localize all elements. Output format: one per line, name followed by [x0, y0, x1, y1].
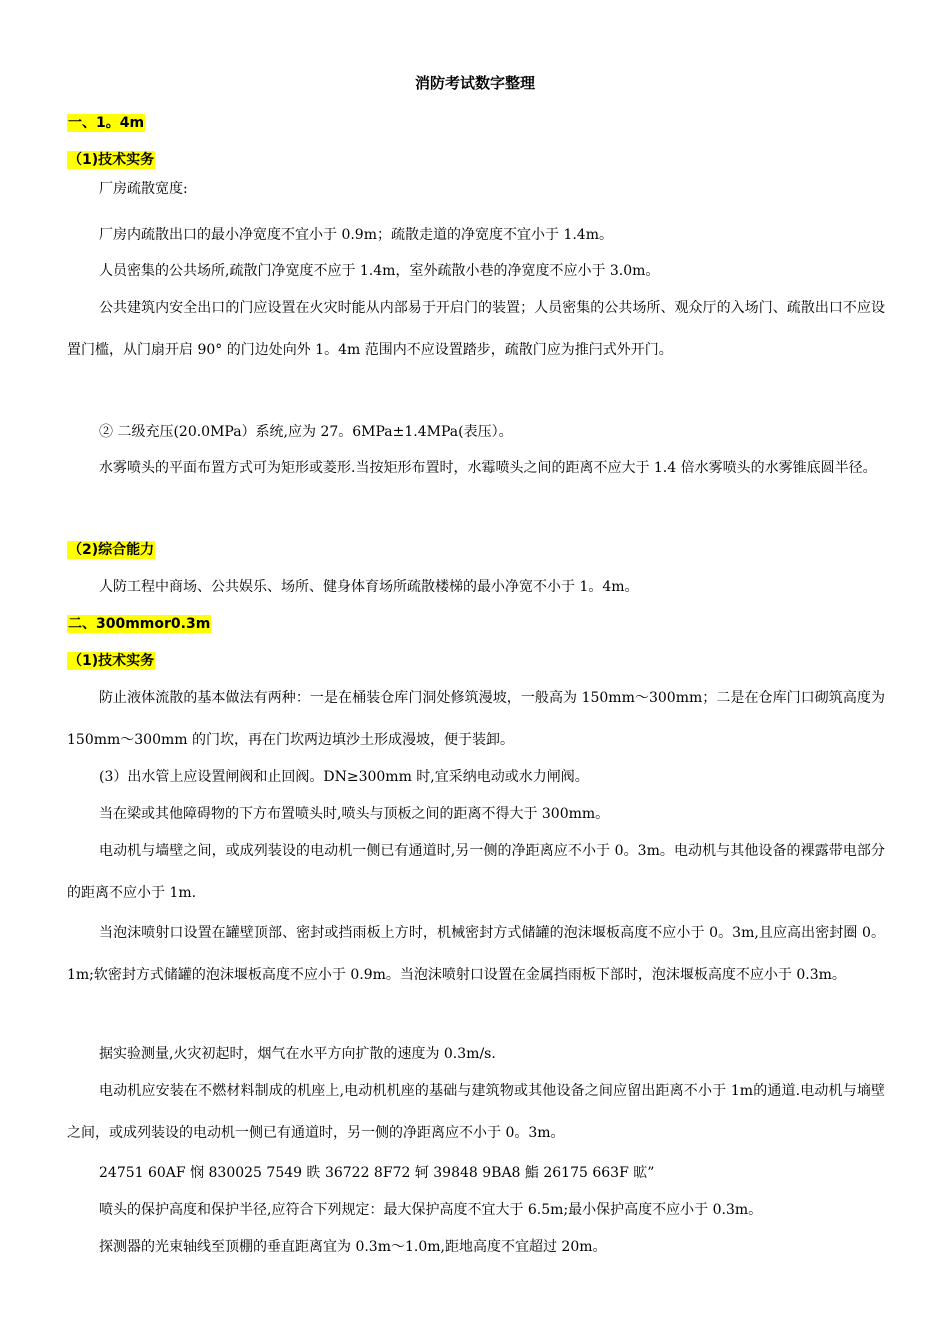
paragraph: 当在梁或其他障碍物的下方布置喷头时,喷头与顶板之间的距离不得大于 300mm。 — [99, 806, 610, 822]
paragraph: 24751 60AF 悯 830025 7549 眣 36722 8F72 轲 39848 9BA8 鮨 26175 663F 昿” — [99, 1165, 655, 1181]
paragraph: 当泡沫喷射口设置在罐壁顶部、密封或挡雨板上方时，机械密封方式储罐的泡沫堰板高度不应小于 0。3m,且应高出密封圈 0。1m;软密封方式储罐的泡沫堰板高度不应小于 0.9m。当泡沫喷射口设置在金属挡雨板下部时，泡沫堰板高度不应小于 0.3m。 — [67, 925, 885, 983]
paragraph: 防止液体流散的基本做法有两种：一是在桶装仓库门洞处修筑漫坡，一般高为 150mm～300mm；二是在仓库门口砌筑高度为 150mm～300mm 的门坎，再在门坎两边填沙土形成漫坡，便于装卸。 — [67, 690, 885, 748]
paragraph: (3）出水管上应设置闸阀和止回阀。DN≥300mm 时,宜采纳电动或水力闸阀。 — [99, 769, 589, 785]
paragraph: 据实验测量,火灾初起时，烟气在水平方向扩散的速度为 0.3m/s. — [99, 1046, 496, 1062]
paragraph: 电动机应安装在不燃材料制成的机座上,电动机机座的基础与建筑物或其他设备之间应留出距离不小于 1m的通道.电动机与墒壁之间，或成列装设的电动机一侧已有通道时，另一侧的净距离应不小于 0。3m。 — [67, 1083, 885, 1141]
paragraph: ② 二级充压(20.0MPa）系统,应为 27。6MPa±1.4MPa(表压）。 — [99, 424, 513, 440]
subsection-label: （1)技术实务 — [68, 152, 155, 168]
paragraph: 厂房疏散宽度: — [99, 181, 188, 197]
paragraph: 人员密集的公共场所,疏散门净宽度不应于 1.4m，室外疏散小巷的净宽度不应小于 3.0m。 — [99, 263, 660, 279]
section-heading: 一、1。4m — [68, 115, 145, 131]
paragraph: 喷头的保护高度和保护半径,应符合下列规定：最大保护高度不宜大于 6.5m;最小保护高度不应小于 0.3m。 — [99, 1202, 763, 1218]
paragraph: 厂房内疏散出口的最小净宽度不宜小于 0.9m；疏散走道的净宽度不宜小于 1.4m。 — [99, 227, 613, 243]
document-title: 消防考试数字整理 — [414, 74, 535, 92]
subsection-label: （2)综合能力 — [68, 542, 155, 558]
section-heading: 二、300mmor0.3m — [68, 616, 211, 632]
subsection-label: （1)技术实务 — [68, 653, 155, 669]
paragraph: 水雾喷头的平面布置方式可为矩形或菱形.当按矩形布置时，水霉喷头之间的距离不应大于 1.4 倍水雾喷头的水雾锥底圆半径。 — [99, 460, 877, 476]
paragraph: 探测器的光束轴线至顶棚的垂直距离宜为 0.3m～1.0m,距地高度不宜超过 20m。 — [99, 1239, 607, 1255]
paragraph: 电动机与墙壁之间，或成列装设的电动机一侧已有通道时,另一侧的净距离应不小于 0。3m。电动机与其他设备的裸露带电部分的距离不应小于 1m. — [67, 843, 885, 901]
paragraph: 公共建筑内安全出口的门应设置在火灾时能从内部易于开启门的装置；人员密集的公共场所、观众厅的入场门、疏散出口不应设置门槛，从门扇开启 90° 的门边处向外 1。4m 范围内不应设置踏步，疏散门应为推闩式外开门。 — [67, 300, 885, 358]
paragraph: 人防工程中商场、公共娱乐、场所、健身体育场所疏散楼梯的最小净宽不小于 1。4m。 — [99, 579, 639, 595]
